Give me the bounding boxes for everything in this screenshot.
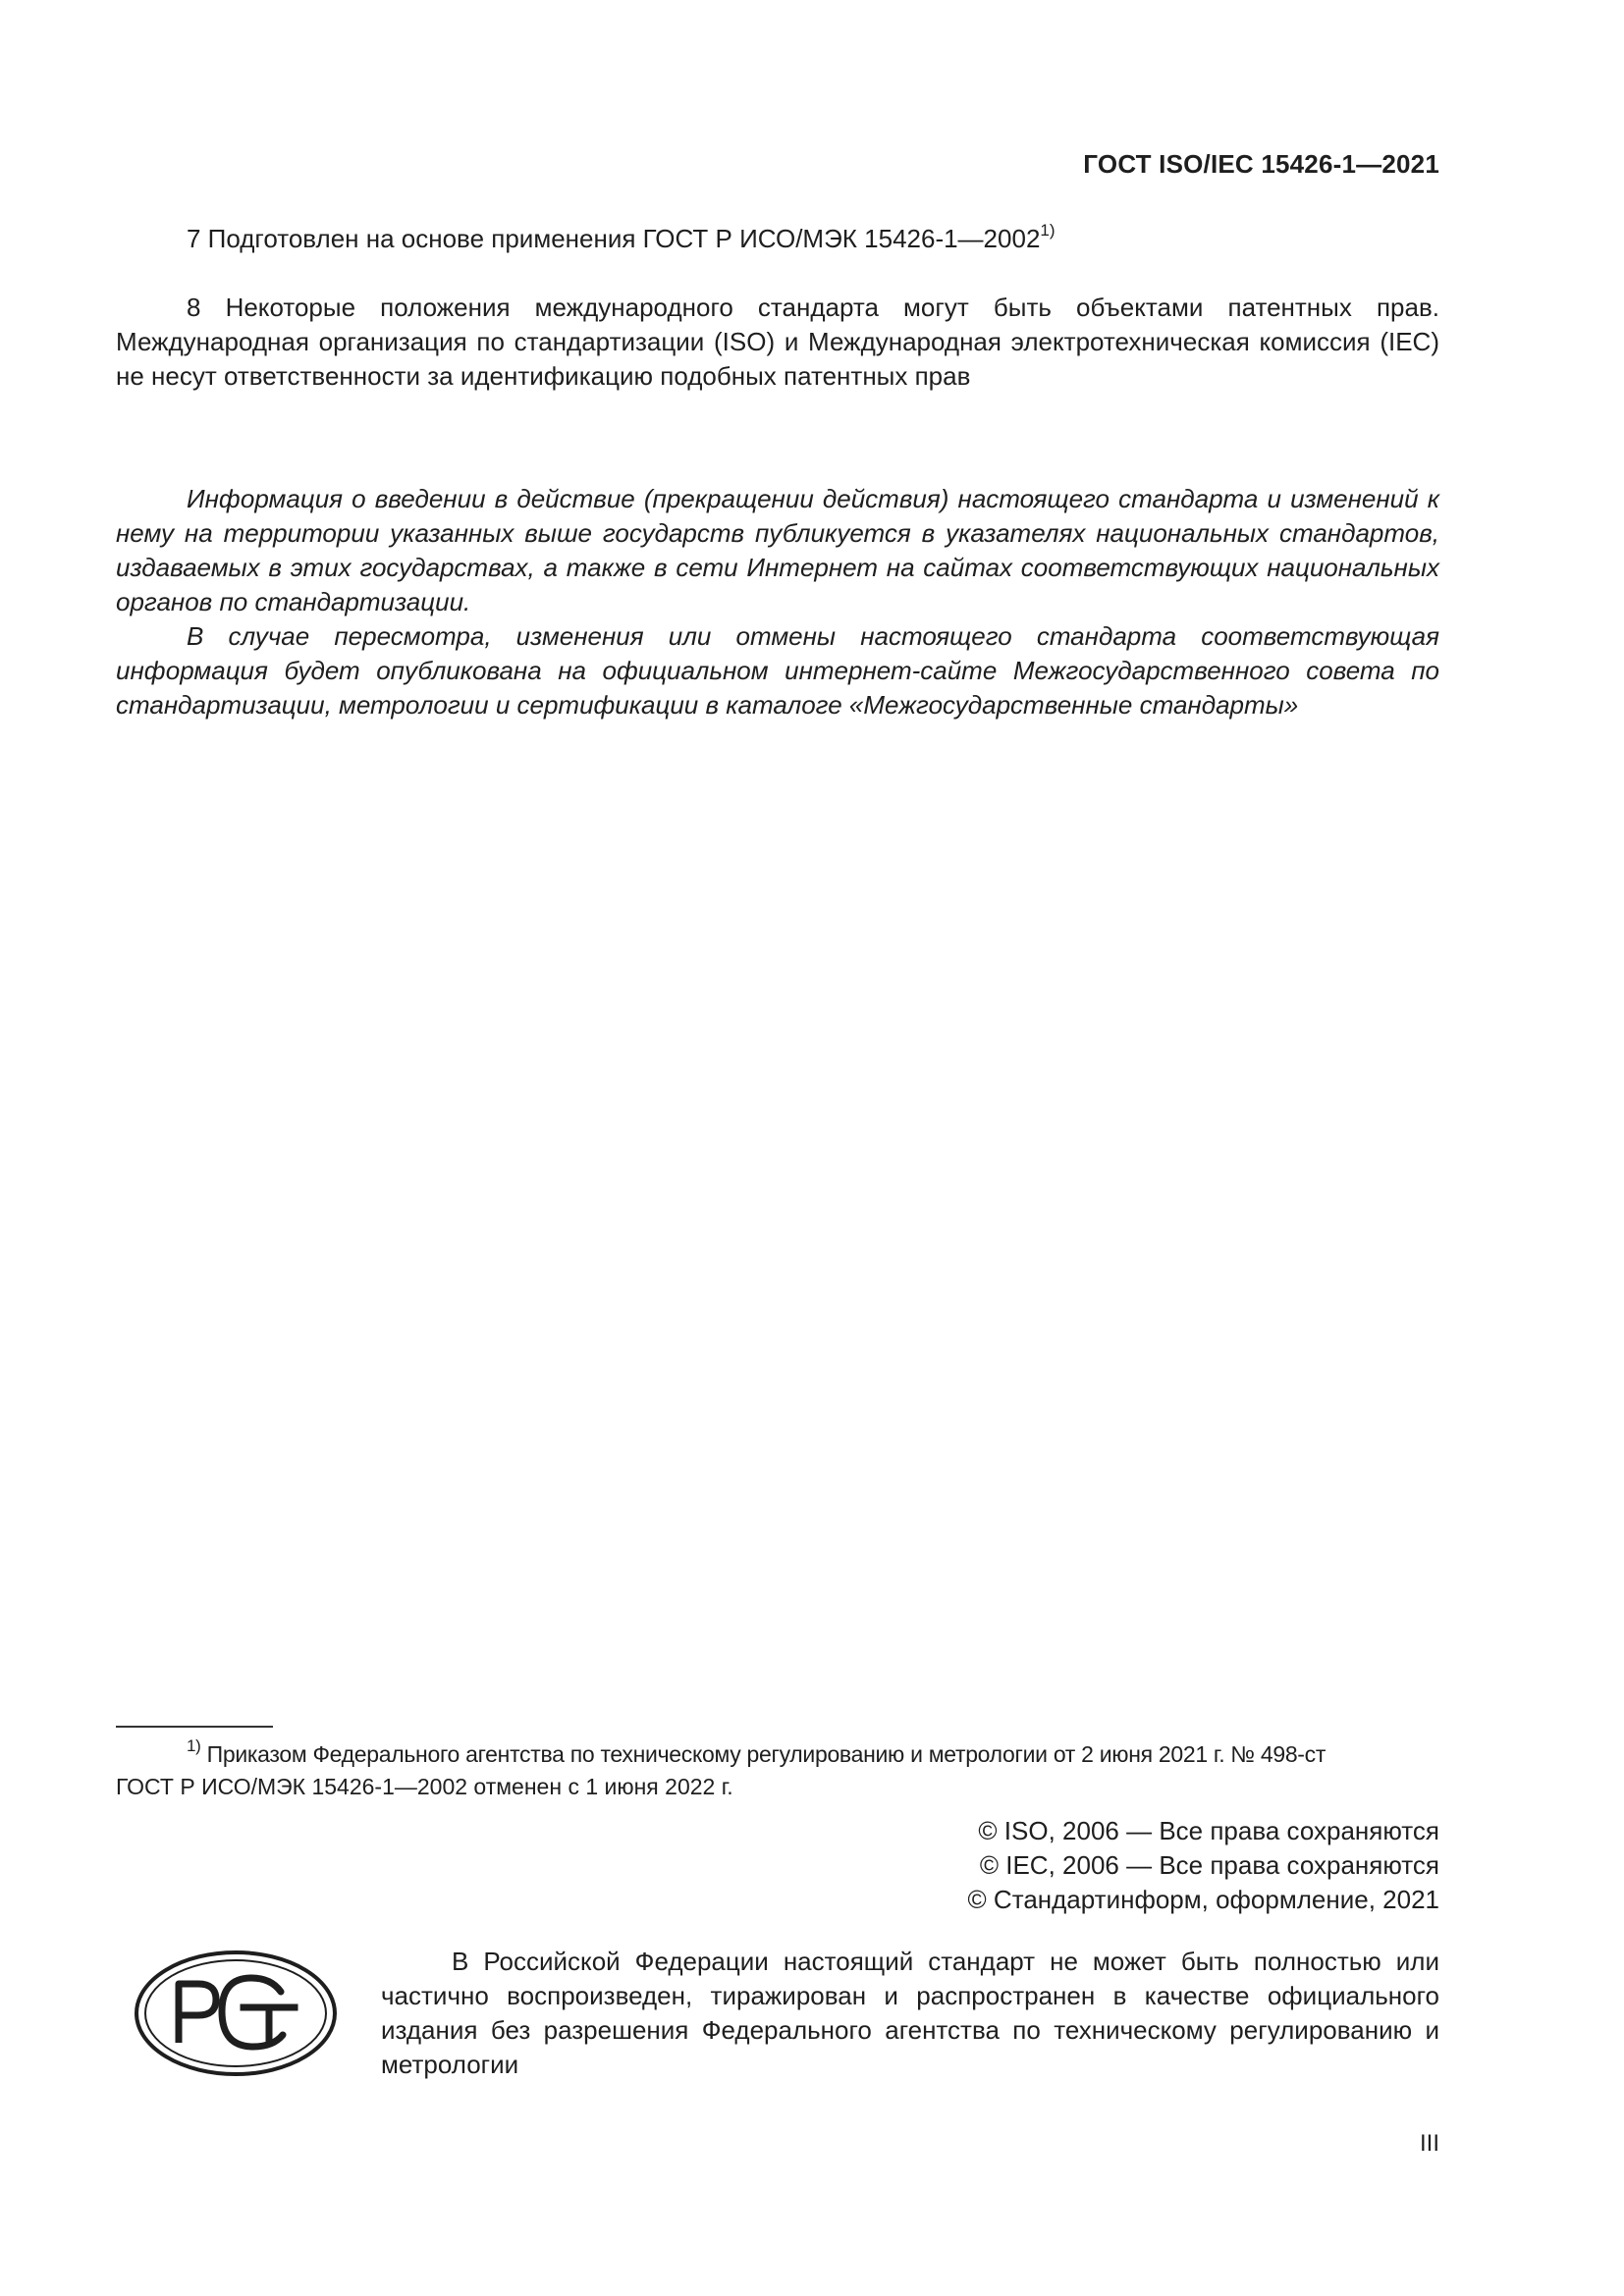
document-header-id: ГОСТ ISO/IEC 15426-1—2021 <box>1083 149 1439 179</box>
footnote-divider <box>116 1726 273 1728</box>
item-7-text: 7 Подготовлен на основе применения ГОСТ Р ИСО/МЭК 15426-1—2002 <box>187 224 1041 253</box>
reproduction-notice <box>381 1945 1439 2082</box>
copyright-block <box>968 1814 1439 1917</box>
rst-certification-mark-icon <box>134 1949 338 2078</box>
footnote-line-2: ГОСТ Р ИСО/МЭК 15426-1—2002 отменен с 1 июня 2022 г. <box>116 1774 733 1799</box>
item-7-footnote-ref: 1) <box>1040 221 1056 240</box>
item-8-text: 8 Некоторые положения международного стандарта могут быть объектами патентных прав. Международная организация по стандартизации (ISO) и Международная электротехническая комиссия (IEC) не несут ответственности за идентификацию подобных патентных прав <box>116 293 1439 391</box>
footnote-marker: 1) <box>187 1736 201 1756</box>
info-section <box>116 482 1439 722</box>
page-number: III <box>1419 2130 1439 2157</box>
copyright-standartinform: © Стандартинформ, оформление, 2021 <box>967 1885 1439 1914</box>
item-7 <box>116 222 1439 256</box>
item-8 <box>116 291 1439 394</box>
copyright-iec: © IEC, 2006 — Все права сохраняются <box>979 1850 1439 1880</box>
reproduction-notice-text: В Российской Федерации настоящий стандарт не может быть полностью или частично воспроизведен, тиражирован и распространен в качестве официального издания без разрешения Федерального агентства по техническому регулированию и метрологии <box>381 1947 1439 2079</box>
info-paragraph-2: В случае пересмотра, изменения или отмены настоящего стандарта соответствующая информация будет опубликована на официальном интернет-сайте Межгосударственного совета по стандартизации, метрологии и сертификации в каталоге «Межгосударственные стандарты» <box>116 621 1439 720</box>
copyright-iso: © ISO, 2006 — Все права сохраняются <box>978 1816 1439 1845</box>
info-paragraph-1: Информация о введении в действие (прекращении действия) настоящего стандарта и изменений к нему на территории указанных выше государств публикуется в указателях национальных стандартов, издаваемых в этих государствах, а также в сети Интернет на сайтах соответствующих национальных органов по стандартизации. <box>116 484 1439 616</box>
footnote <box>116 1738 1439 1803</box>
footnote-line-1: Приказом Федерального агентства по техническому регулированию и метрологии от 2 июня 2021 г. № 498-ст <box>200 1741 1326 1767</box>
